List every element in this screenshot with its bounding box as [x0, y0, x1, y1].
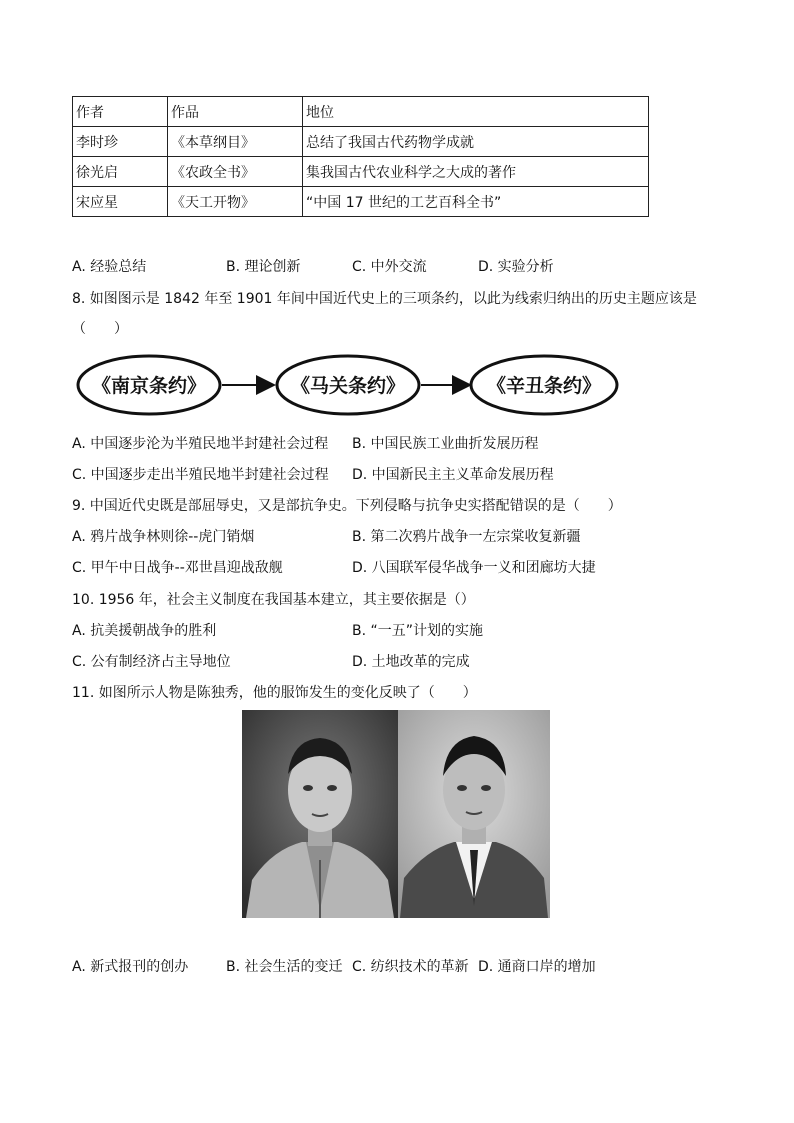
q10-option-d: D. 土地改革的完成	[352, 654, 470, 670]
table-cell: 《本草纲目》	[168, 127, 303, 157]
q8-answer-paren: （ ）	[72, 321, 128, 337]
chen-duxiu-photos	[242, 710, 550, 918]
q9-option-c: C. 甲午中日战争--邓世昌迎战敌舰	[72, 560, 283, 576]
q11-option-a: A. 新式报刊的创办	[72, 959, 189, 975]
table-header-cell: 地位	[303, 97, 649, 127]
q9-option-d: D. 八国联军侵华战争一义和团廊坊大捷	[352, 560, 596, 576]
q8-option-c: C. 中国逐步走出半殖民地半封建社会过程	[72, 467, 329, 483]
q10-option-c: C. 公有制经济占主导地位	[72, 654, 231, 670]
q11-option-b: B. 社会生活的变迁	[226, 959, 343, 975]
q8-stem: 8. 如图图示是 1842 年至 1901 年间中国近代史上的三项条约，以此为线索归纳出的历史主题应该是	[72, 291, 697, 307]
table-cell: 宋应星	[73, 187, 168, 217]
photo-traditional-attire	[242, 710, 398, 918]
treaty-label-1: 《南京条约》	[91, 375, 207, 397]
q8-option-b: B. 中国民族工业曲折发展历程	[352, 436, 539, 452]
table-cell: 总结了我国古代药物学成就	[303, 127, 649, 157]
table-row	[73, 187, 649, 217]
q10-option-b: B. “一五”计划的实施	[352, 623, 484, 639]
photo-western-suit	[398, 710, 550, 918]
q10-stem: 10. 1956 年，社会主义制度在我国基本建立，其主要依据是（）	[72, 592, 475, 608]
q9-option-a: A. 鸦片战争林则徐--虎门销烟	[72, 529, 255, 545]
table-header-cell: 作者	[73, 97, 168, 127]
treaty-label-2: 《马关条约》	[290, 375, 406, 397]
table-cell: 《天工开物》	[168, 187, 303, 217]
table-row	[73, 157, 649, 187]
treaty-flow-diagram	[76, 352, 620, 418]
q9-stem: 9. 中国近代史既是部屈辱史，又是部抗争史。下列侵略与抗争史实搭配错误的是（ ）	[72, 498, 622, 514]
authors-table	[72, 96, 649, 217]
q7-option-c: C. 中外交流	[352, 259, 427, 275]
q11-option-d: D. 通商口岸的增加	[478, 959, 596, 975]
q11-stem: 11. 如图所示人物是陈独秀，他的服饰发生的变化反映了（ ）	[72, 685, 477, 701]
table-cell: 集我国古代农业科学之大成的著作	[303, 157, 649, 187]
table-cell: 《农政全书》	[168, 157, 303, 187]
treaty-label-3: 《辛丑条约》	[486, 375, 602, 397]
table-cell: 徐光启	[73, 157, 168, 187]
q8-option-d: D. 中国新民主主义革命发展历程	[352, 467, 554, 483]
q11-option-c: C. 纺织技术的革新	[352, 959, 469, 975]
q7-option-a: A. 经验总结	[72, 259, 147, 275]
table-cell: “中国 17 世纪的工艺百科全书”	[303, 187, 649, 217]
q8-option-a: A. 中国逐步沦为半殖民地半封建社会过程	[72, 436, 329, 452]
table-row	[73, 127, 649, 157]
q7-option-d: D. 实验分析	[478, 259, 554, 275]
table-cell: 李时珍	[73, 127, 168, 157]
table-header-cell: 作品	[168, 97, 303, 127]
q7-option-b: B. 理论创新	[226, 259, 301, 275]
q10-option-a: A. 抗美援朝战争的胜利	[72, 623, 217, 639]
table-header-row	[73, 97, 649, 127]
q9-option-b: B. 第二次鸦片战争一左宗棠收复新疆	[352, 529, 581, 545]
